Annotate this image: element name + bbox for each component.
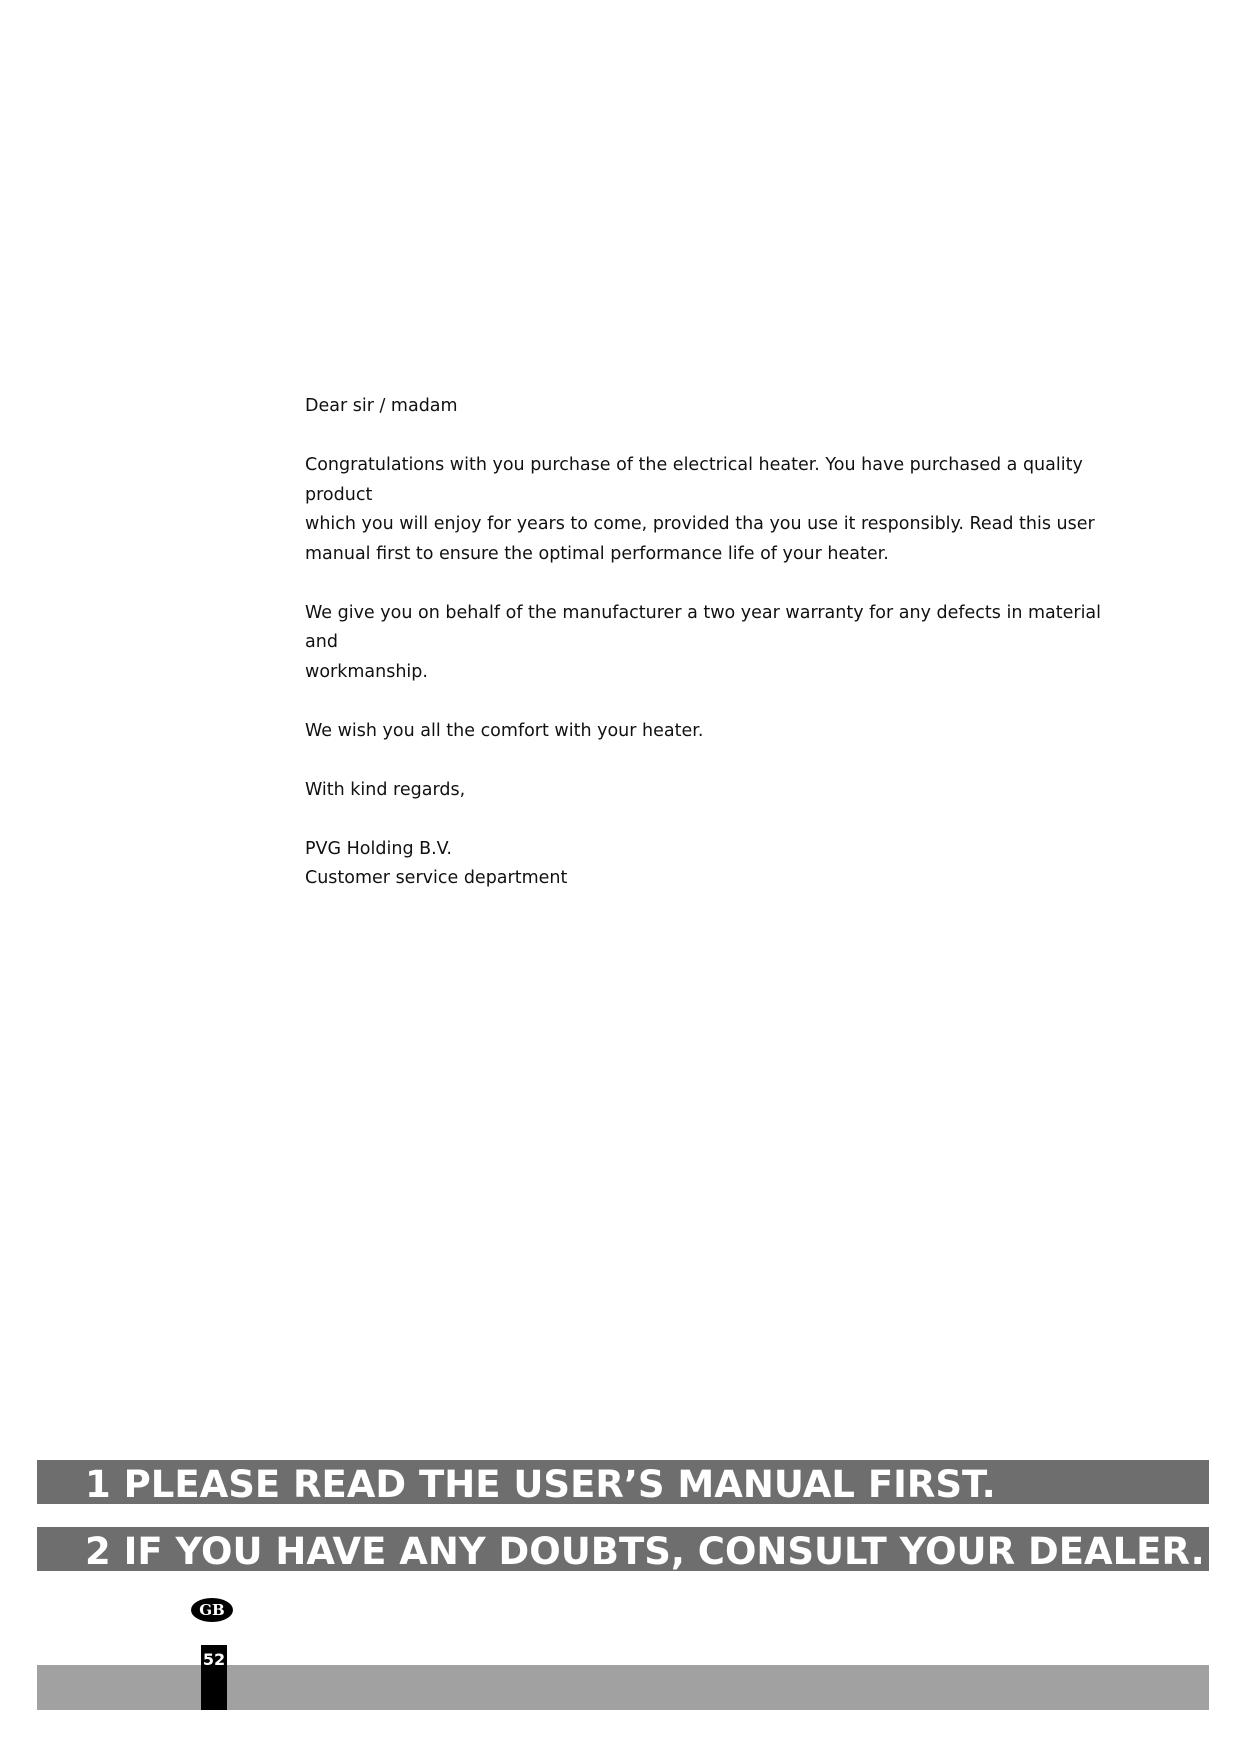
paragraph-congratulations [305,451,1125,569]
signature [305,835,1125,894]
paragraph-warranty [305,599,1125,688]
paragraph-line: We give you on behalf of the manufacturer a two year warranty for any defects in material and [305,602,1102,652]
paragraph-comfort: We wish you all the comfort with your heater. [305,720,704,741]
signature-department: Customer service department [305,868,568,888]
letter-body [305,392,1125,894]
language-badge: GB [191,1598,233,1622]
paragraph-line: manual first to ensure the optimal performance life of your heater. [305,543,889,564]
banner-read-manual: 1 PLEASE READ THE USER’S MANUAL FIRST. [37,1460,1209,1504]
banner-consult-dealer: 2 IF YOU HAVE ANY DOUBTS, CONSULT YOUR DEALER. [37,1527,1209,1571]
signature-company: PVG Holding B.V. [305,838,452,859]
page-number: 52 [201,1645,227,1710]
closing: With kind regards, [305,779,466,800]
paragraph-line: Congratulations with you purchase of the electrical heater. You have purchased a quality product [305,455,1083,505]
paragraph-line: which you will enjoy for years to come, provided tha you use it responsibly. Read this user [305,514,1095,534]
paragraph-line: workmanship. [305,661,428,682]
salutation: Dear sir / madam [305,396,458,416]
